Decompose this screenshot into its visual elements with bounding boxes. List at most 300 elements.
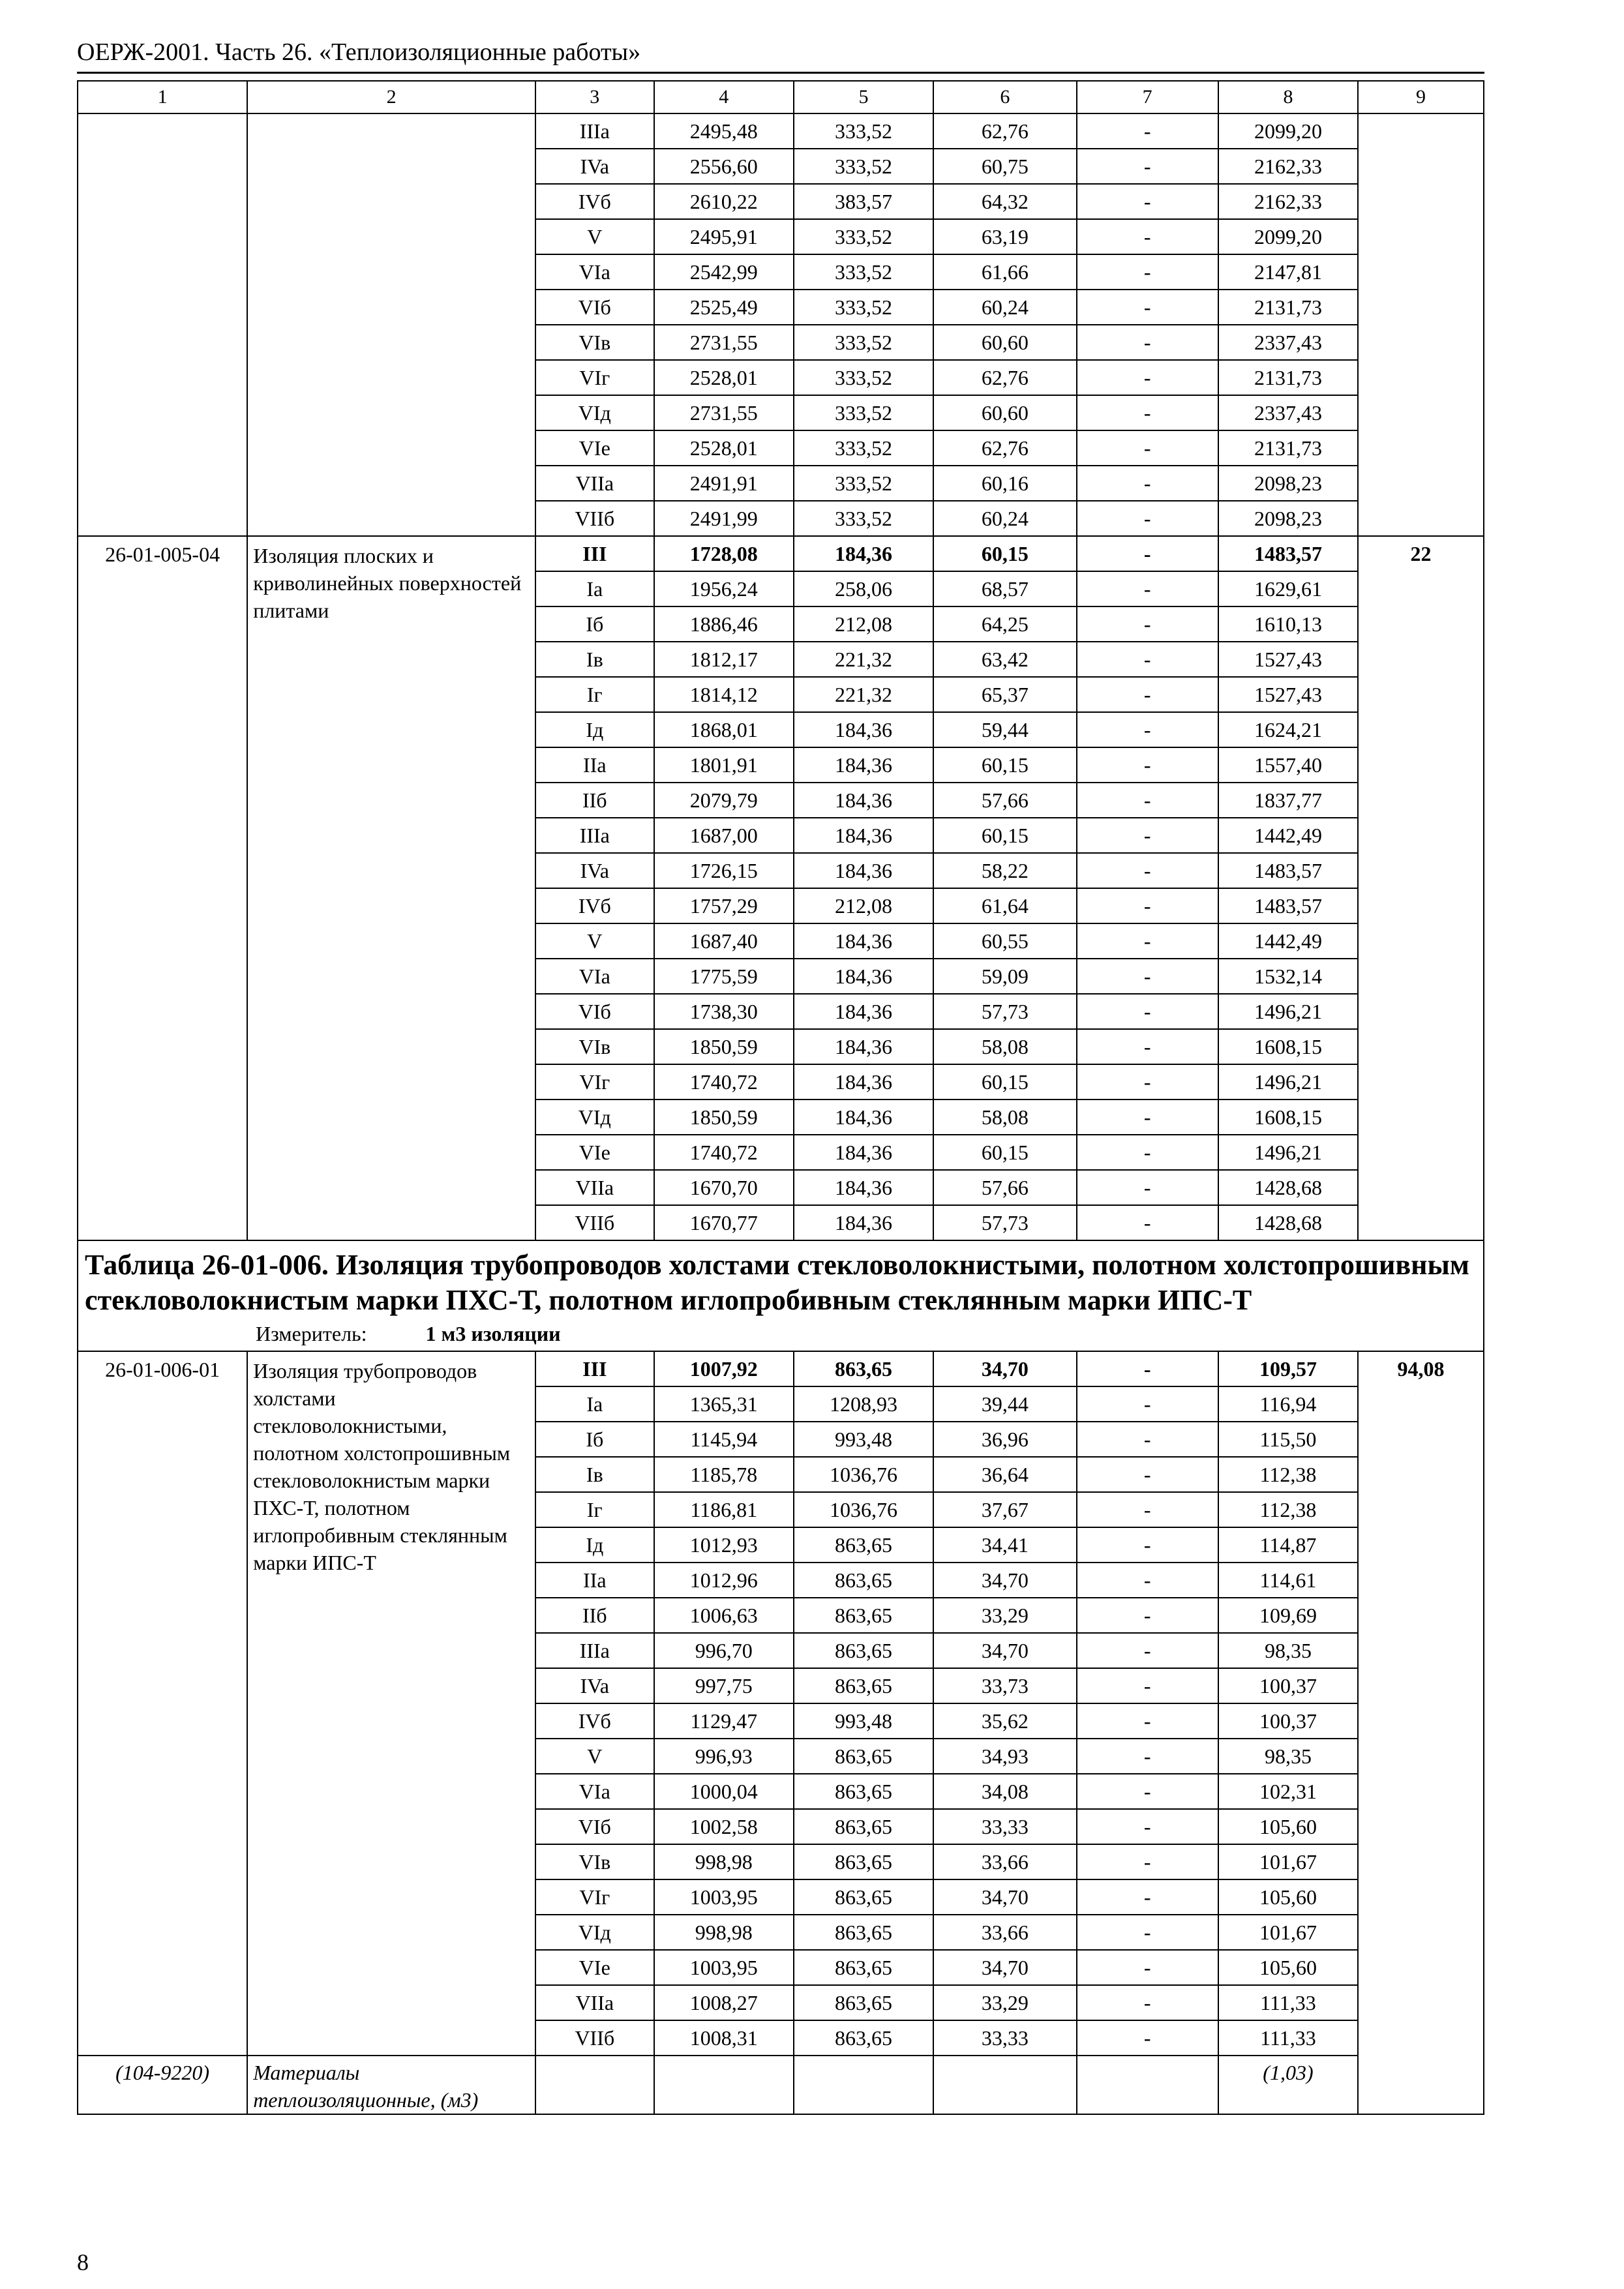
total-cost-cell: 1886,46 (654, 606, 794, 642)
materials-cell: 2337,43 (1218, 395, 1358, 430)
rates-table (77, 80, 1484, 2115)
wages-cell: 863,65 (794, 1633, 933, 1668)
wages-cell: 1036,76 (794, 1457, 933, 1492)
drivers-wages-cell: - (1077, 818, 1218, 853)
total-cost-cell: 1801,91 (654, 747, 794, 783)
materials-cell: 1496,21 (1218, 1064, 1358, 1100)
materials-cell: 2147,81 (1218, 254, 1358, 290)
materials-cell: 112,38 (1218, 1492, 1358, 1527)
region-cell: Iг (535, 1492, 654, 1527)
region-cell: IIIa (535, 1633, 654, 1668)
page-number: 8 (77, 2249, 89, 2275)
total-cost-cell: 1006,63 (654, 1598, 794, 1633)
wages-cell: 1036,76 (794, 1492, 933, 1527)
total-cost-cell: 2731,55 (654, 395, 794, 430)
total-cost-cell: 1687,00 (654, 818, 794, 853)
total-cost-cell: 2495,48 (654, 113, 794, 149)
wages-cell: 863,65 (794, 1739, 933, 1774)
machines-cell: 57,73 (933, 1205, 1076, 1240)
materials-cell: 1532,14 (1218, 959, 1358, 994)
measure-unit: 1 м3 изоляции (425, 1322, 561, 1345)
total-cost-cell: 1000,04 (654, 1774, 794, 1809)
measure-line (85, 1321, 1477, 1347)
region-cell: VIIб (535, 2020, 654, 2056)
labor-cost-cell: 22 (1358, 536, 1484, 1240)
drivers-wages-cell: - (1077, 501, 1218, 536)
region-cell: VIб (535, 994, 654, 1029)
machines-cell: 60,24 (933, 501, 1076, 536)
machines-cell: 64,32 (933, 184, 1076, 219)
materials-cell: 2099,20 (1218, 219, 1358, 254)
total-cost-cell: 1186,81 (654, 1492, 794, 1527)
total-cost-cell: 1757,29 (654, 888, 794, 923)
column-number: 4 (654, 81, 794, 113)
materials-cell: 1610,13 (1218, 606, 1358, 642)
total-cost-cell: 2495,91 (654, 219, 794, 254)
materials-cell: 1483,57 (1218, 888, 1358, 923)
wages-cell: 863,65 (794, 1985, 933, 2020)
total-cost-cell: 1738,30 (654, 994, 794, 1029)
machines-cell: 62,76 (933, 360, 1076, 395)
empty-cell (794, 2056, 933, 2114)
machines-cell: 65,37 (933, 677, 1076, 712)
machines-cell: 60,55 (933, 923, 1076, 959)
materials-cell: 105,60 (1218, 1879, 1358, 1915)
rate-code-cell: 26-01-005-04 (78, 536, 247, 1240)
machines-cell: 62,76 (933, 430, 1076, 466)
wages-cell: 333,52 (794, 430, 933, 466)
machines-cell: 58,08 (933, 1029, 1076, 1064)
wages-cell: 333,52 (794, 395, 933, 430)
wages-cell: 333,52 (794, 149, 933, 184)
wages-cell: 184,36 (794, 1064, 933, 1100)
total-cost-cell: 1670,77 (654, 1205, 794, 1240)
region-cell: VIд (535, 395, 654, 430)
machines-cell: 63,19 (933, 219, 1076, 254)
table-row (78, 1351, 1484, 1386)
machines-cell: 34,70 (933, 1879, 1076, 1915)
column-number-row (78, 81, 1484, 113)
machines-cell: 34,70 (933, 1563, 1076, 1598)
machines-cell: 61,66 (933, 254, 1076, 290)
wages-cell: 993,48 (794, 1422, 933, 1457)
materials-cell: 111,33 (1218, 1985, 1358, 2020)
column-number: 8 (1218, 81, 1358, 113)
drivers-wages-cell: - (1077, 1422, 1218, 1457)
wages-cell: 863,65 (794, 1527, 933, 1563)
region-cell: VIд (535, 1915, 654, 1950)
wages-cell: 383,57 (794, 184, 933, 219)
drivers-wages-cell: - (1077, 1915, 1218, 1950)
drivers-wages-cell: - (1077, 1135, 1218, 1170)
region-cell: VIe (535, 1950, 654, 1985)
materials-cell: 111,33 (1218, 2020, 1358, 2056)
region-cell: IVб (535, 1703, 654, 1739)
total-cost-cell: 1687,40 (654, 923, 794, 959)
machines-cell: 33,66 (933, 1915, 1076, 1950)
region-cell: VIг (535, 1879, 654, 1915)
materials-cell: 105,60 (1218, 1950, 1358, 1985)
work-name-cell: Изоляция трубопроводов холстами стекловолокнистыми, полотном холстопрошивным стекловолокнистым марки ПХС-Т, полотном иглопробивным стеклянным марки ИПС-Т (247, 1351, 535, 2056)
total-cost-cell: 1012,93 (654, 1527, 794, 1563)
total-cost-cell: 1007,92 (654, 1351, 794, 1386)
materials-cell: 2131,73 (1218, 290, 1358, 325)
region-cell: V (535, 1739, 654, 1774)
drivers-wages-cell: - (1077, 747, 1218, 783)
total-cost-cell: 1812,17 (654, 642, 794, 677)
empty-cell (654, 2056, 794, 2114)
total-cost-cell: 1003,95 (654, 1879, 794, 1915)
wages-cell: 863,65 (794, 1668, 933, 1703)
materials-cell: 1557,40 (1218, 747, 1358, 783)
machines-cell: 33,29 (933, 1598, 1076, 1633)
drivers-wages-cell: - (1077, 994, 1218, 1029)
empty-cell (535, 2056, 654, 2114)
total-cost-cell: 996,93 (654, 1739, 794, 1774)
machines-cell: 33,33 (933, 2020, 1076, 2056)
region-cell: VIIa (535, 1170, 654, 1205)
machines-cell: 57,73 (933, 994, 1076, 1029)
materials-cell: 1496,21 (1218, 1135, 1358, 1170)
work-name-cell (247, 113, 535, 536)
materials-cell: 2131,73 (1218, 430, 1358, 466)
machines-cell: 34,08 (933, 1774, 1076, 1809)
wages-cell: 863,65 (794, 1844, 933, 1879)
total-cost-cell: 1775,59 (654, 959, 794, 994)
total-cost-cell: 1740,72 (654, 1135, 794, 1170)
wages-cell: 863,65 (794, 1879, 933, 1915)
machines-cell: 60,60 (933, 325, 1076, 360)
region-cell: VIв (535, 1029, 654, 1064)
total-cost-cell: 998,98 (654, 1844, 794, 1879)
machines-cell: 64,25 (933, 606, 1076, 642)
wages-cell: 1208,93 (794, 1386, 933, 1422)
drivers-wages-cell: - (1077, 1950, 1218, 1985)
drivers-wages-cell: - (1077, 430, 1218, 466)
table-title: Таблица 26-01-006. Изоляция трубопроводов холстами стекловолокнистыми, полотном холстопрошивным стекловолокнистым марки ПХС-Т, полотном иглопробивным стеклянным марки ИПС-Т (85, 1249, 1469, 1316)
region-cell: IVa (535, 1668, 654, 1703)
materials-cell: 2162,33 (1218, 149, 1358, 184)
machines-cell: 33,29 (933, 1985, 1076, 2020)
region-cell: IIIa (535, 113, 654, 149)
wages-cell: 184,36 (794, 1100, 933, 1135)
wages-cell: 333,52 (794, 254, 933, 290)
drivers-wages-cell: - (1077, 1492, 1218, 1527)
wages-cell: 184,36 (794, 1135, 933, 1170)
drivers-wages-cell: - (1077, 1563, 1218, 1598)
drivers-wages-cell: - (1077, 149, 1218, 184)
wages-cell: 863,65 (794, 1950, 933, 1985)
drivers-wages-cell: - (1077, 1844, 1218, 1879)
materials-cell: 116,94 (1218, 1386, 1358, 1422)
table-row (78, 536, 1484, 571)
materials-cell: 109,57 (1218, 1351, 1358, 1386)
wages-cell: 863,65 (794, 1774, 933, 1809)
materials-cell: 1428,68 (1218, 1205, 1358, 1240)
materials-cell: 100,37 (1218, 1668, 1358, 1703)
wages-cell: 333,52 (794, 360, 933, 395)
wages-cell: 184,36 (794, 747, 933, 783)
region-cell: VIa (535, 959, 654, 994)
wages-cell: 333,52 (794, 501, 933, 536)
region-cell: IIб (535, 783, 654, 818)
region-cell: IVa (535, 149, 654, 184)
total-cost-cell: 1850,59 (654, 1029, 794, 1064)
column-number: 2 (247, 81, 535, 113)
rates-table-body (78, 81, 1484, 2114)
materials-cell: 2099,20 (1218, 113, 1358, 149)
region-cell: VIIa (535, 1985, 654, 2020)
materials-cell: 114,87 (1218, 1527, 1358, 1563)
region-cell: VIa (535, 254, 654, 290)
total-cost-cell: 1185,78 (654, 1457, 794, 1492)
drivers-wages-cell: - (1077, 1351, 1218, 1386)
table-caption-row (78, 1240, 1484, 1351)
drivers-wages-cell: - (1077, 783, 1218, 818)
region-cell: Iв (535, 1457, 654, 1492)
region-cell: VIд (535, 1100, 654, 1135)
region-cell: Iб (535, 1422, 654, 1457)
total-cost-cell: 1365,31 (654, 1386, 794, 1422)
region-cell: Ia (535, 1386, 654, 1422)
machines-cell: 63,42 (933, 642, 1076, 677)
region-cell: V (535, 923, 654, 959)
wages-cell: 993,48 (794, 1703, 933, 1739)
column-number: 3 (535, 81, 654, 113)
wages-cell: 221,32 (794, 677, 933, 712)
wages-cell: 863,65 (794, 1598, 933, 1633)
total-cost-cell: 2528,01 (654, 360, 794, 395)
materials-cell: 98,35 (1218, 1739, 1358, 1774)
materials-cell: 2162,33 (1218, 184, 1358, 219)
machines-cell: 58,22 (933, 853, 1076, 888)
labor-cost-cell: 94,08 (1358, 1351, 1484, 2114)
region-cell: Iд (535, 1527, 654, 1563)
drivers-wages-cell: - (1077, 1985, 1218, 2020)
materials-cell: 102,31 (1218, 1774, 1358, 1809)
wages-cell: 184,36 (794, 959, 933, 994)
drivers-wages-cell: - (1077, 1457, 1218, 1492)
region-cell: V (535, 219, 654, 254)
material-code-cell: (104-9220) (78, 2056, 247, 2114)
region-cell: VIe (535, 430, 654, 466)
materials-cell: 1483,57 (1218, 536, 1358, 571)
drivers-wages-cell: - (1077, 2020, 1218, 2056)
materials-cell: 1442,49 (1218, 818, 1358, 853)
materials-cell: 1608,15 (1218, 1100, 1358, 1135)
region-cell: VIг (535, 1064, 654, 1100)
materials-cell: 114,61 (1218, 1563, 1358, 1598)
empty-cell (1077, 2056, 1218, 2114)
wages-cell: 184,36 (794, 923, 933, 959)
materials-cell: 115,50 (1218, 1422, 1358, 1457)
total-cost-cell: 1002,58 (654, 1809, 794, 1844)
rate-code-cell: 26-01-006-01 (78, 1351, 247, 2056)
column-number: 1 (78, 81, 247, 113)
total-cost-cell: 1145,94 (654, 1422, 794, 1457)
machines-cell: 35,62 (933, 1703, 1076, 1739)
region-cell: IIIa (535, 818, 654, 853)
drivers-wages-cell: - (1077, 1386, 1218, 1422)
wages-cell: 184,36 (794, 853, 933, 888)
materials-cell: 109,69 (1218, 1598, 1358, 1633)
materials-cell: 2098,23 (1218, 501, 1358, 536)
materials-cell: 1483,57 (1218, 853, 1358, 888)
drivers-wages-cell: - (1077, 1879, 1218, 1915)
region-cell: IVa (535, 853, 654, 888)
machines-cell: 58,08 (933, 1100, 1076, 1135)
wages-cell: 333,52 (794, 290, 933, 325)
machines-cell: 57,66 (933, 1170, 1076, 1205)
materials-cell: 101,67 (1218, 1915, 1358, 1950)
machines-cell: 36,64 (933, 1457, 1076, 1492)
materials-cell: 1428,68 (1218, 1170, 1358, 1205)
total-cost-cell: 1956,24 (654, 571, 794, 606)
drivers-wages-cell: - (1077, 642, 1218, 677)
drivers-wages-cell: - (1077, 184, 1218, 219)
region-cell: VIIa (535, 466, 654, 501)
drivers-wages-cell: - (1077, 571, 1218, 606)
wages-cell: 184,36 (794, 783, 933, 818)
materials-cell: 105,60 (1218, 1809, 1358, 1844)
drivers-wages-cell: - (1077, 606, 1218, 642)
wages-cell: 184,36 (794, 1029, 933, 1064)
wages-cell: 258,06 (794, 571, 933, 606)
column-number: 7 (1077, 81, 1218, 113)
wages-cell: 184,36 (794, 994, 933, 1029)
total-cost-cell: 2542,99 (654, 254, 794, 290)
machines-cell: 60,15 (933, 818, 1076, 853)
total-cost-cell: 1012,96 (654, 1563, 794, 1598)
drivers-wages-cell: - (1077, 959, 1218, 994)
total-cost-cell: 1003,95 (654, 1950, 794, 1985)
region-cell: III (535, 536, 654, 571)
total-cost-cell: 1008,27 (654, 1985, 794, 2020)
materials-cell: 1496,21 (1218, 994, 1358, 1029)
machines-cell: 60,75 (933, 149, 1076, 184)
region-cell: IIб (535, 1598, 654, 1633)
total-cost-cell: 998,98 (654, 1915, 794, 1950)
materials-cell: 98,35 (1218, 1633, 1358, 1668)
drivers-wages-cell: - (1077, 1527, 1218, 1563)
materials-cell: 1527,43 (1218, 642, 1358, 677)
wages-cell: 184,36 (794, 1170, 933, 1205)
total-cost-cell: 1850,59 (654, 1100, 794, 1135)
total-cost-cell: 1728,08 (654, 536, 794, 571)
material-qty-cell: (1,03) (1218, 2056, 1358, 2114)
drivers-wages-cell: - (1077, 536, 1218, 571)
wages-cell: 333,52 (794, 219, 933, 254)
drivers-wages-cell: - (1077, 1064, 1218, 1100)
materials-cell: 101,67 (1218, 1844, 1358, 1879)
region-cell: VIб (535, 290, 654, 325)
machines-cell: 60,15 (933, 536, 1076, 571)
region-cell: Iд (535, 712, 654, 747)
machines-cell: 59,09 (933, 959, 1076, 994)
material-row (78, 2056, 1484, 2114)
total-cost-cell: 1868,01 (654, 712, 794, 747)
machines-cell: 39,44 (933, 1386, 1076, 1422)
wages-cell: 184,36 (794, 818, 933, 853)
total-cost-cell: 997,75 (654, 1668, 794, 1703)
drivers-wages-cell: - (1077, 853, 1218, 888)
materials-cell: 1527,43 (1218, 677, 1358, 712)
drivers-wages-cell: - (1077, 1100, 1218, 1135)
wages-cell: 184,36 (794, 536, 933, 571)
drivers-wages-cell: - (1077, 1633, 1218, 1668)
machines-cell: 36,96 (933, 1422, 1076, 1457)
region-cell: IVб (535, 184, 654, 219)
total-cost-cell: 2731,55 (654, 325, 794, 360)
machines-cell: 60,15 (933, 1064, 1076, 1100)
total-cost-cell: 2491,99 (654, 501, 794, 536)
total-cost-cell: 2491,91 (654, 466, 794, 501)
machines-cell: 34,93 (933, 1739, 1076, 1774)
rate-code-cell (78, 113, 247, 536)
region-cell: VIa (535, 1774, 654, 1809)
drivers-wages-cell: - (1077, 712, 1218, 747)
wages-cell: 212,08 (794, 888, 933, 923)
region-cell: VIг (535, 360, 654, 395)
region-cell: IVб (535, 888, 654, 923)
machines-cell: 33,73 (933, 1668, 1076, 1703)
machines-cell: 60,24 (933, 290, 1076, 325)
wages-cell: 863,65 (794, 1351, 933, 1386)
work-name-cell: Изоляция плоских и криволинейных поверхностей плитами (247, 536, 535, 1240)
drivers-wages-cell: - (1077, 1703, 1218, 1739)
total-cost-cell: 2556,60 (654, 149, 794, 184)
material-name-cell: Материалы теплоизоляционные, (м3) (247, 2056, 535, 2114)
measure-label: Измеритель: (256, 1322, 367, 1345)
machines-cell: 33,33 (933, 1809, 1076, 1844)
wages-cell: 863,65 (794, 2020, 933, 2056)
total-cost-cell: 1814,12 (654, 677, 794, 712)
wages-cell: 333,52 (794, 466, 933, 501)
total-cost-cell: 1129,47 (654, 1703, 794, 1739)
drivers-wages-cell: - (1077, 923, 1218, 959)
wages-cell: 863,65 (794, 1915, 933, 1950)
drivers-wages-cell: - (1077, 1170, 1218, 1205)
total-cost-cell: 2528,01 (654, 430, 794, 466)
total-cost-cell: 1670,70 (654, 1170, 794, 1205)
region-cell: IIa (535, 1563, 654, 1598)
materials-cell: 2098,23 (1218, 466, 1358, 501)
drivers-wages-cell: - (1077, 1774, 1218, 1809)
region-cell: Iб (535, 606, 654, 642)
wages-cell: 184,36 (794, 712, 933, 747)
wages-cell: 863,65 (794, 1563, 933, 1598)
drivers-wages-cell: - (1077, 888, 1218, 923)
total-cost-cell: 1740,72 (654, 1064, 794, 1100)
machines-cell: 34,70 (933, 1351, 1076, 1386)
materials-cell: 1608,15 (1218, 1029, 1358, 1064)
drivers-wages-cell: - (1077, 219, 1218, 254)
materials-cell: 112,38 (1218, 1457, 1358, 1492)
table-caption (78, 1240, 1484, 1351)
wages-cell: 184,36 (794, 1205, 933, 1240)
region-cell: VIIб (535, 501, 654, 536)
wages-cell: 221,32 (794, 642, 933, 677)
materials-cell: 1442,49 (1218, 923, 1358, 959)
region-cell: VIIб (535, 1205, 654, 1240)
machines-cell: 60,15 (933, 747, 1076, 783)
drivers-wages-cell: - (1077, 466, 1218, 501)
labor-cost-cell (1358, 113, 1484, 536)
machines-cell: 34,70 (933, 1950, 1076, 1985)
machines-cell: 62,76 (933, 113, 1076, 149)
total-cost-cell: 996,70 (654, 1633, 794, 1668)
column-number: 6 (933, 81, 1076, 113)
